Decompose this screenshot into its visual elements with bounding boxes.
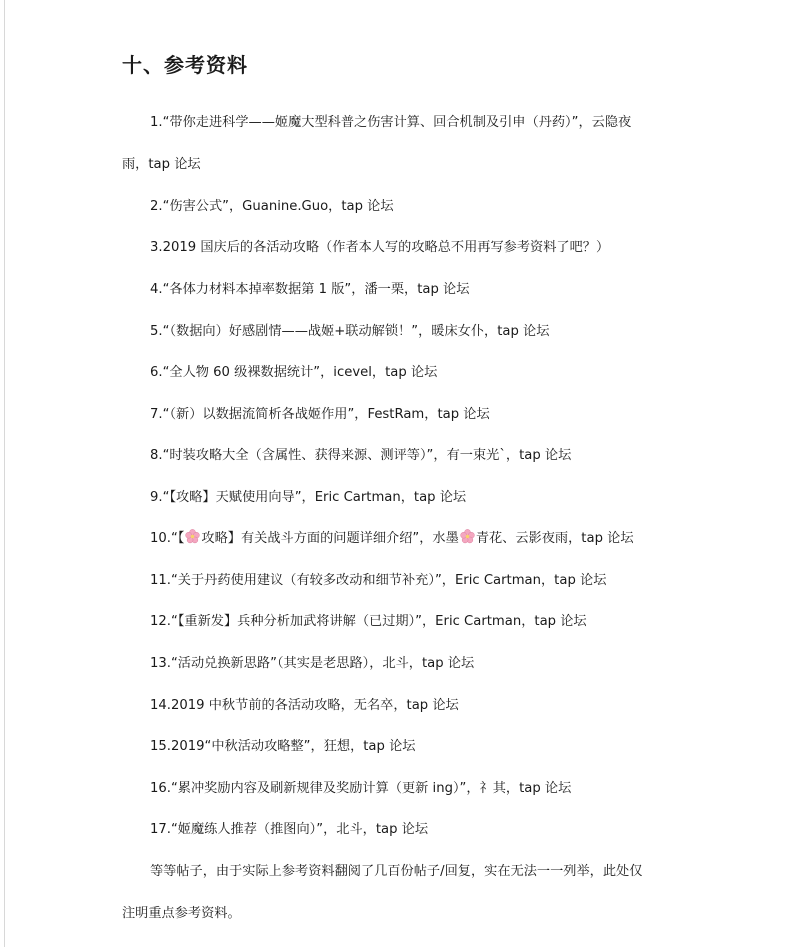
cherry-blossom-icon [185,529,200,544]
reference-item-1: 1.“带你走进科学——姬魔大型科普之伤害计算、回合机制及引申（丹药）”，云隐夜 [150,115,632,130]
reference-item-13: 13.“活动兑换新思路”（其实是老思路），北斗，tap 论坛 [150,656,475,671]
reference-item-5: 5.“（数据向）好感剧情——战姬+联动解锁！”，暖床女仆，tap 论坛 [150,324,550,339]
reference-item-9: 9.“【攻略】天赋使用向导”，Eric Cartman，tap 论坛 [150,490,467,505]
reference-item-10 [150,527,634,551]
reference-item-11: 11.“关于丹药使用建议（有较多改动和细节补充）”，Eric Cartman，tap 论坛 [150,573,607,588]
reference-item-1-continuation: 雨，tap 论坛 [122,157,201,172]
reference-item-10-part-a: 10.“【 [150,531,185,546]
reference-item-16: 16.“累冲奖励内容及刷新规律及奖励计算（更新 ing）”，礻其，tap 论坛 [150,781,572,796]
reference-item-2: 2.“伤害公式”，Guanine.Guo，tap 论坛 [150,199,394,214]
reference-item-7: 7.“（新）以数据流简析各战姬作用”，FestRam，tap 论坛 [150,407,490,422]
reference-item-10-part-c: 青花、云影夜雨，tap 论坛 [475,531,634,546]
reference-item-3: 3.2019 国庆后的各活动攻略（作者本人写的攻略总不用再写参考资料了吧？） [150,240,610,255]
reference-item-17: 17.“姬魔练人推荐（推图向）”，北斗，tap 论坛 [150,822,429,837]
reference-item-10-part-b: 攻略】有关战斗方面的问题详细介绍”，水墨 [201,531,459,546]
cherry-blossom-icon [460,529,475,544]
page-edge-rule [4,0,5,947]
reference-item-15: 15.2019“中秋活动攻略整”，狂想，tap 论坛 [150,739,416,754]
closing-paragraph: 等等帖子，由于实际上参考资料翻阅了几百份帖子/回复，实在无法一一列举，此处仅 [150,864,643,879]
section-heading: 十、参考资料 [122,53,248,77]
reference-item-4: 4.“各体力材料本掉率数据第 1 版”，潘一栗，tap 论坛 [150,282,470,297]
reference-item-8: 8.“时装攻略大全（含属性、获得来源、测评等）”，有一束光`，tap 论坛 [150,448,572,463]
reference-item-14: 14.2019 中秋节前的各活动攻略，无名卒，tap 论坛 [150,698,459,713]
reference-item-6: 6.“全人物 60 级裸数据统计”，icevel，tap 论坛 [150,365,438,380]
closing-paragraph-continuation: 注明重点参考资料。 [122,906,241,921]
reference-item-12: 12.“【重新发】兵种分析加武将讲解（已过期）”，Eric Cartman，tap 论坛 [150,614,587,629]
